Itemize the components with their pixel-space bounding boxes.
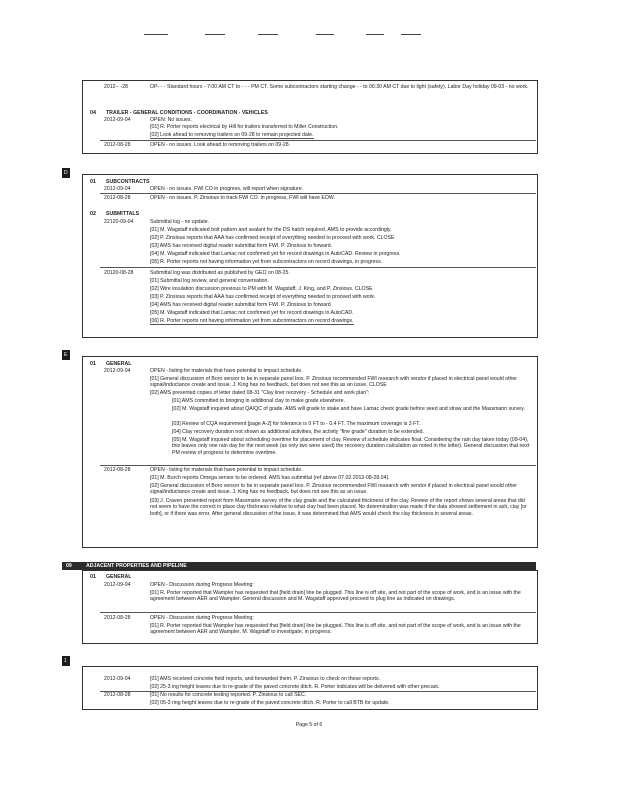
entry-note: [02] AMS presented copies of letter dated 08-31 "Clay liner recovery - Schedule and work plan":: [150, 390, 370, 396]
item-title: GENERAL: [106, 574, 132, 580]
entry-subnote: [03] Review of CQA requirement [page A-2] for tolerance is 0 FT to - 0.4 FT. The maximum coverage is 3 FT.: [172, 421, 421, 427]
header-dash-2: [205, 34, 225, 35]
section-tab: E: [62, 350, 70, 360]
row-divider: [100, 193, 536, 194]
item-number: 04: [90, 110, 96, 116]
header-dash-4: [316, 34, 334, 35]
entry-status: Submittal log - no update.: [150, 219, 210, 225]
entry-note: [03] AMS has received digital reader submittal form FWI. P. Zinsious to forward.: [150, 243, 333, 249]
entry-status: OPEN - no issues. P. Zinsious to track FWI CO. in progress, FWI will have EOW.: [150, 195, 335, 201]
entry-date: 2012-09-04: [104, 186, 131, 192]
entry-text: OP- - - Standard hours - 7:00 AM CT to - - - PM CT. Some subcontractors starting change - - to 06:30 AM CT due to light (safety). Labor Day holiday 09-03 - no work.: [150, 84, 529, 90]
entry-subnote: [01] AMS committed to bringing in additional clay to make grade elsewhere.: [172, 398, 346, 404]
item-title: SUBCONTRACTS: [106, 179, 150, 185]
row-divider: [100, 140, 536, 141]
entry-date: 20120-08-28: [104, 270, 134, 276]
entry-note: [03] J. Craven presented report from Massmann survey of the clay grade and the calculated thickness of the clay. Review of the report shows several areas that did not seem to have the correct in place clay thickness relative to what clay had been placed. No determination was made if the data showed settlement in ash, clay [or both], or if there was error. After general discussion of the issue, it was determined that AMS would check the clay thickness in several areas.: [150, 498, 527, 517]
item-number: 02: [90, 211, 96, 217]
item-title: GENERAL: [106, 361, 132, 367]
entry-subnote: [02] M. Wagstaff inquired about QA/QC of grade. AMS will grade to stake and have Lamac check grade before seed and straw and the Massmann survey.: [172, 406, 525, 412]
row-divider: [100, 465, 536, 466]
entry-status: OPEN - no issues. FWI CO in progress, will report when signature.: [150, 186, 304, 192]
entry-note: [03] P. Zinsious reports that AAA has confirmed receipt of everything needed to proceed with work.: [150, 294, 376, 300]
row-divider: [100, 612, 536, 613]
row-divider: [100, 267, 536, 268]
entry-note: [01] R. Porter reported that Wampler has requested that [field drain] line be plugged. This line is off site, and not part of the scope of work, and is an issue with the agreement between AER and Wampler. M. Wagstaff to investigate, in progress.: [150, 623, 521, 636]
entry-date: 2012-08-28: [104, 195, 131, 201]
entry-note: [02] Wire insulation discussion previous to PM with M. Wagstaff, J. King, and P. Zinsious. CLOSE: [150, 286, 373, 292]
entry-date: 2012-08-28: [104, 692, 131, 698]
entry-status: OPEN - Discussion during Progress Meeting:: [150, 582, 254, 588]
entry-status: OPEN - listing for materials that have potential to impact schedule.: [150, 368, 303, 374]
entry-note: [01] R. Porter reported that Wampler has requested that [field drain] line be plugged. This line is off site, and not part of the scope of work, and is an issue with the agreement between AER and Wampler. General discussion and M. Wagstaff approved proceed to plug line as indicated on drawings.: [150, 590, 521, 603]
entry-note: [02] 05-3 ring height leaves due to re-grade of the paved concrete ditch. R. Porter to call BTB for update.: [150, 700, 390, 706]
entry-status: OPEN - listing for materials that have potential to impact schedule.: [150, 467, 303, 473]
header-dash-3: [258, 34, 278, 35]
entry-note: [01] Submittal log review, and general conversation.: [150, 278, 269, 284]
entry-note: [02] Look ahead to removing trailers on 09-28 to remain projected date.: [150, 132, 314, 138]
entry-note: [04] M. Wagstaff indicated that Lamac not confirmed yet for record drawings in AutoCAD. Review in progress.: [150, 251, 401, 257]
entry-status: Submittal log was distributed as published by GEO on 08-25.: [150, 270, 290, 276]
page-number: Page 5 of 6: [295, 722, 323, 728]
item-title: TRAILER - GENERAL CONDITIONS - COORDINATION - VEHICLES: [106, 110, 268, 116]
entry-note: [05] M. Wagstaff indicated that Lamac not confirmed yet for record drawings in AutoCAD.: [150, 310, 354, 316]
entry-note: [01] No results for concrete testing reported. P. Zinsious to call SEC.: [150, 692, 307, 698]
section-tab: 1: [62, 656, 70, 666]
entry-date: 2012-09-04: [104, 117, 131, 123]
entry-note: [02] General discussion of Boro sensor to be in separate panel box. P. Zinsious recommended FWI research with vendor if placed in electrical panel would other signal/inductance create and issue. J. King has no feedback, but does not see this as an issue.: [150, 483, 517, 496]
section-tab: D: [62, 168, 70, 178]
entry-note: [04] AMS has received digital reader submittal form FWI. P. Zinsious to forward: [150, 302, 331, 308]
entry-date: 2012-09-04: [104, 582, 131, 588]
item-number: 01: [90, 361, 96, 367]
entry-status: OPEN: No issues.: [150, 117, 192, 123]
section-title: ADJACENT PROPERTIES AND PIPELINE: [86, 563, 187, 569]
header-dash-1: [144, 34, 168, 35]
item-title: SUBMITTALS: [106, 211, 140, 217]
section-tab-label: 09: [66, 563, 72, 569]
entry-status: OPEN - Discussion during Progress Meeting:: [150, 615, 254, 621]
entry-note: [05] R. Porter reports not having information yet from subcontractors on record drawings, in progress.: [150, 259, 383, 265]
entry-subnote: [04] Clay recovery duration not shown as additional activities, the activity "fine grade" duration to be extended.: [172, 429, 424, 435]
item-number: 01: [90, 179, 96, 185]
entry-date: 22120-09-04: [104, 219, 134, 225]
entry-note: [06] R. Porter reports not having information yet from subcontractors on record drawings.: [150, 318, 354, 324]
entry-note: [02] P. Zinsious reports that AAA has confirmed receipt of everything needed to proceed with work. CLOSE: [150, 235, 395, 241]
entry-note: [01] R. Porter reports electrical by Hill for trailers transferred to Miller Construction.: [150, 124, 339, 130]
entry-note: [01] M. Burch reports Omega sensor to be ordered. AMS has submittal (ref above 07.02.2012-08-28.04).: [150, 475, 390, 481]
entry-note: [01] General discussion of Boro sensor to be in separate panel box. P. Zinsious recommended FWI research with vendor if placed in electrical panel would other signal/inductance create and issue. J. King has no feedback, but does not see this as an issue. CLOSE: [150, 376, 517, 389]
entry-date: 2012-09-04: [104, 676, 131, 682]
entry-note: [01] AMS received concrete field reports, and forwarded them. P. Zinsious to check on these reports.: [150, 676, 381, 682]
entry-date: 2012-08-28: [104, 615, 131, 621]
entry-date: 2012-08-28: [104, 467, 131, 473]
entry-date: 2012-09-04: [104, 368, 131, 374]
entry-subnote: [05] M. Wagstaff inquired about scheduling overtime for placement of clay. Review of schedule indicates float. Considering the rain day taken today (09-04), this leaves only one rain day for the next week (as only two were used) the recovery duration calculation as noted in the letter). General discussion that next PM review of progress to determine overtime.: [172, 437, 530, 456]
entry-date: 2012-- -28: [104, 84, 128, 90]
header-dash-6: [401, 34, 421, 35]
entry-status: OPEN - no issues. Look ahead to removing trailers on 09-28.: [150, 142, 291, 148]
item-number: 01: [90, 574, 96, 580]
entry-date: 2012-08-28: [104, 142, 131, 148]
section-header-bar: [62, 562, 536, 570]
entry-note: [01] M. Wagstaff indicated bolt pattern and sealant for the DS hatch required. AMS to provide accordingly.: [150, 227, 392, 233]
header-dash-5: [366, 34, 384, 35]
entry-note: [02] 25-3 ing height leaves due to re-grade of the paved concrete ditch. R. Porter indicates will be delivered with other precast.: [150, 684, 440, 690]
